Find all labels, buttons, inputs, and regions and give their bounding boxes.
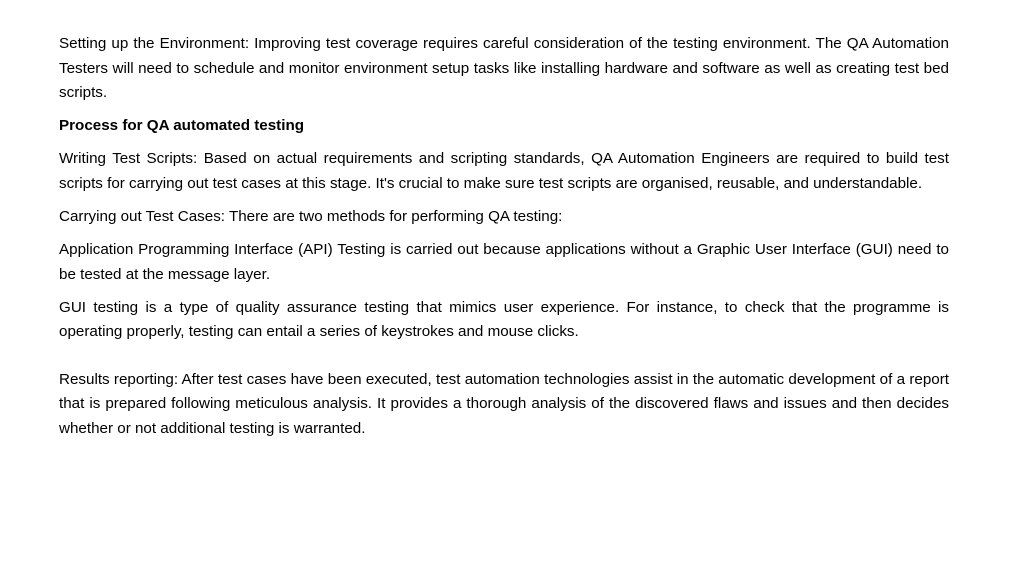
carrying-out-paragraph: Carrying out Test Cases: There are two methods for performing QA testing: (59, 208, 563, 226)
gui-testing-paragraph: GUI testing is a type of quality assurance testing that mimics user experience. For instance, to check that the programme is operating properly, testing can entail a series of keystrokes and mouse clicks. (59, 298, 949, 341)
api-testing-paragraph: Application Programming Interface (API) Testing is carried out because applications without a Graphic User Interface (GUI) need to be tested at the message layer. (59, 241, 949, 283)
slide-content (59, 32, 949, 450)
paragraph-spacer (59, 354, 949, 368)
writing-scripts-paragraph: Writing Test Scripts: Based on actual requirements and scripting standards, QA Automation Engineers are required to build test scripts for carrying out test cases at this stage. It's crucial to make sure test scripts are organised, reusable, and understandable. (59, 150, 949, 192)
environment-paragraph: Setting up the Environment: Improving test coverage requires careful consideration of the testing environment. The QA Automation Testers will need to schedule and monitor environment setup tasks like installing hardware and software as well as creating test bed scripts. (59, 35, 949, 102)
process-heading: Process for QA automated testing (59, 117, 305, 135)
results-reporting-paragraph: Results reporting: After test cases have been executed, test automation technologies assist in the automatic development of a report that is prepared following meticulous analysis. It provides a thorough analysis of the discovered flaws and issues and then decides whether or not additional testing is warranted. (59, 370, 949, 437)
